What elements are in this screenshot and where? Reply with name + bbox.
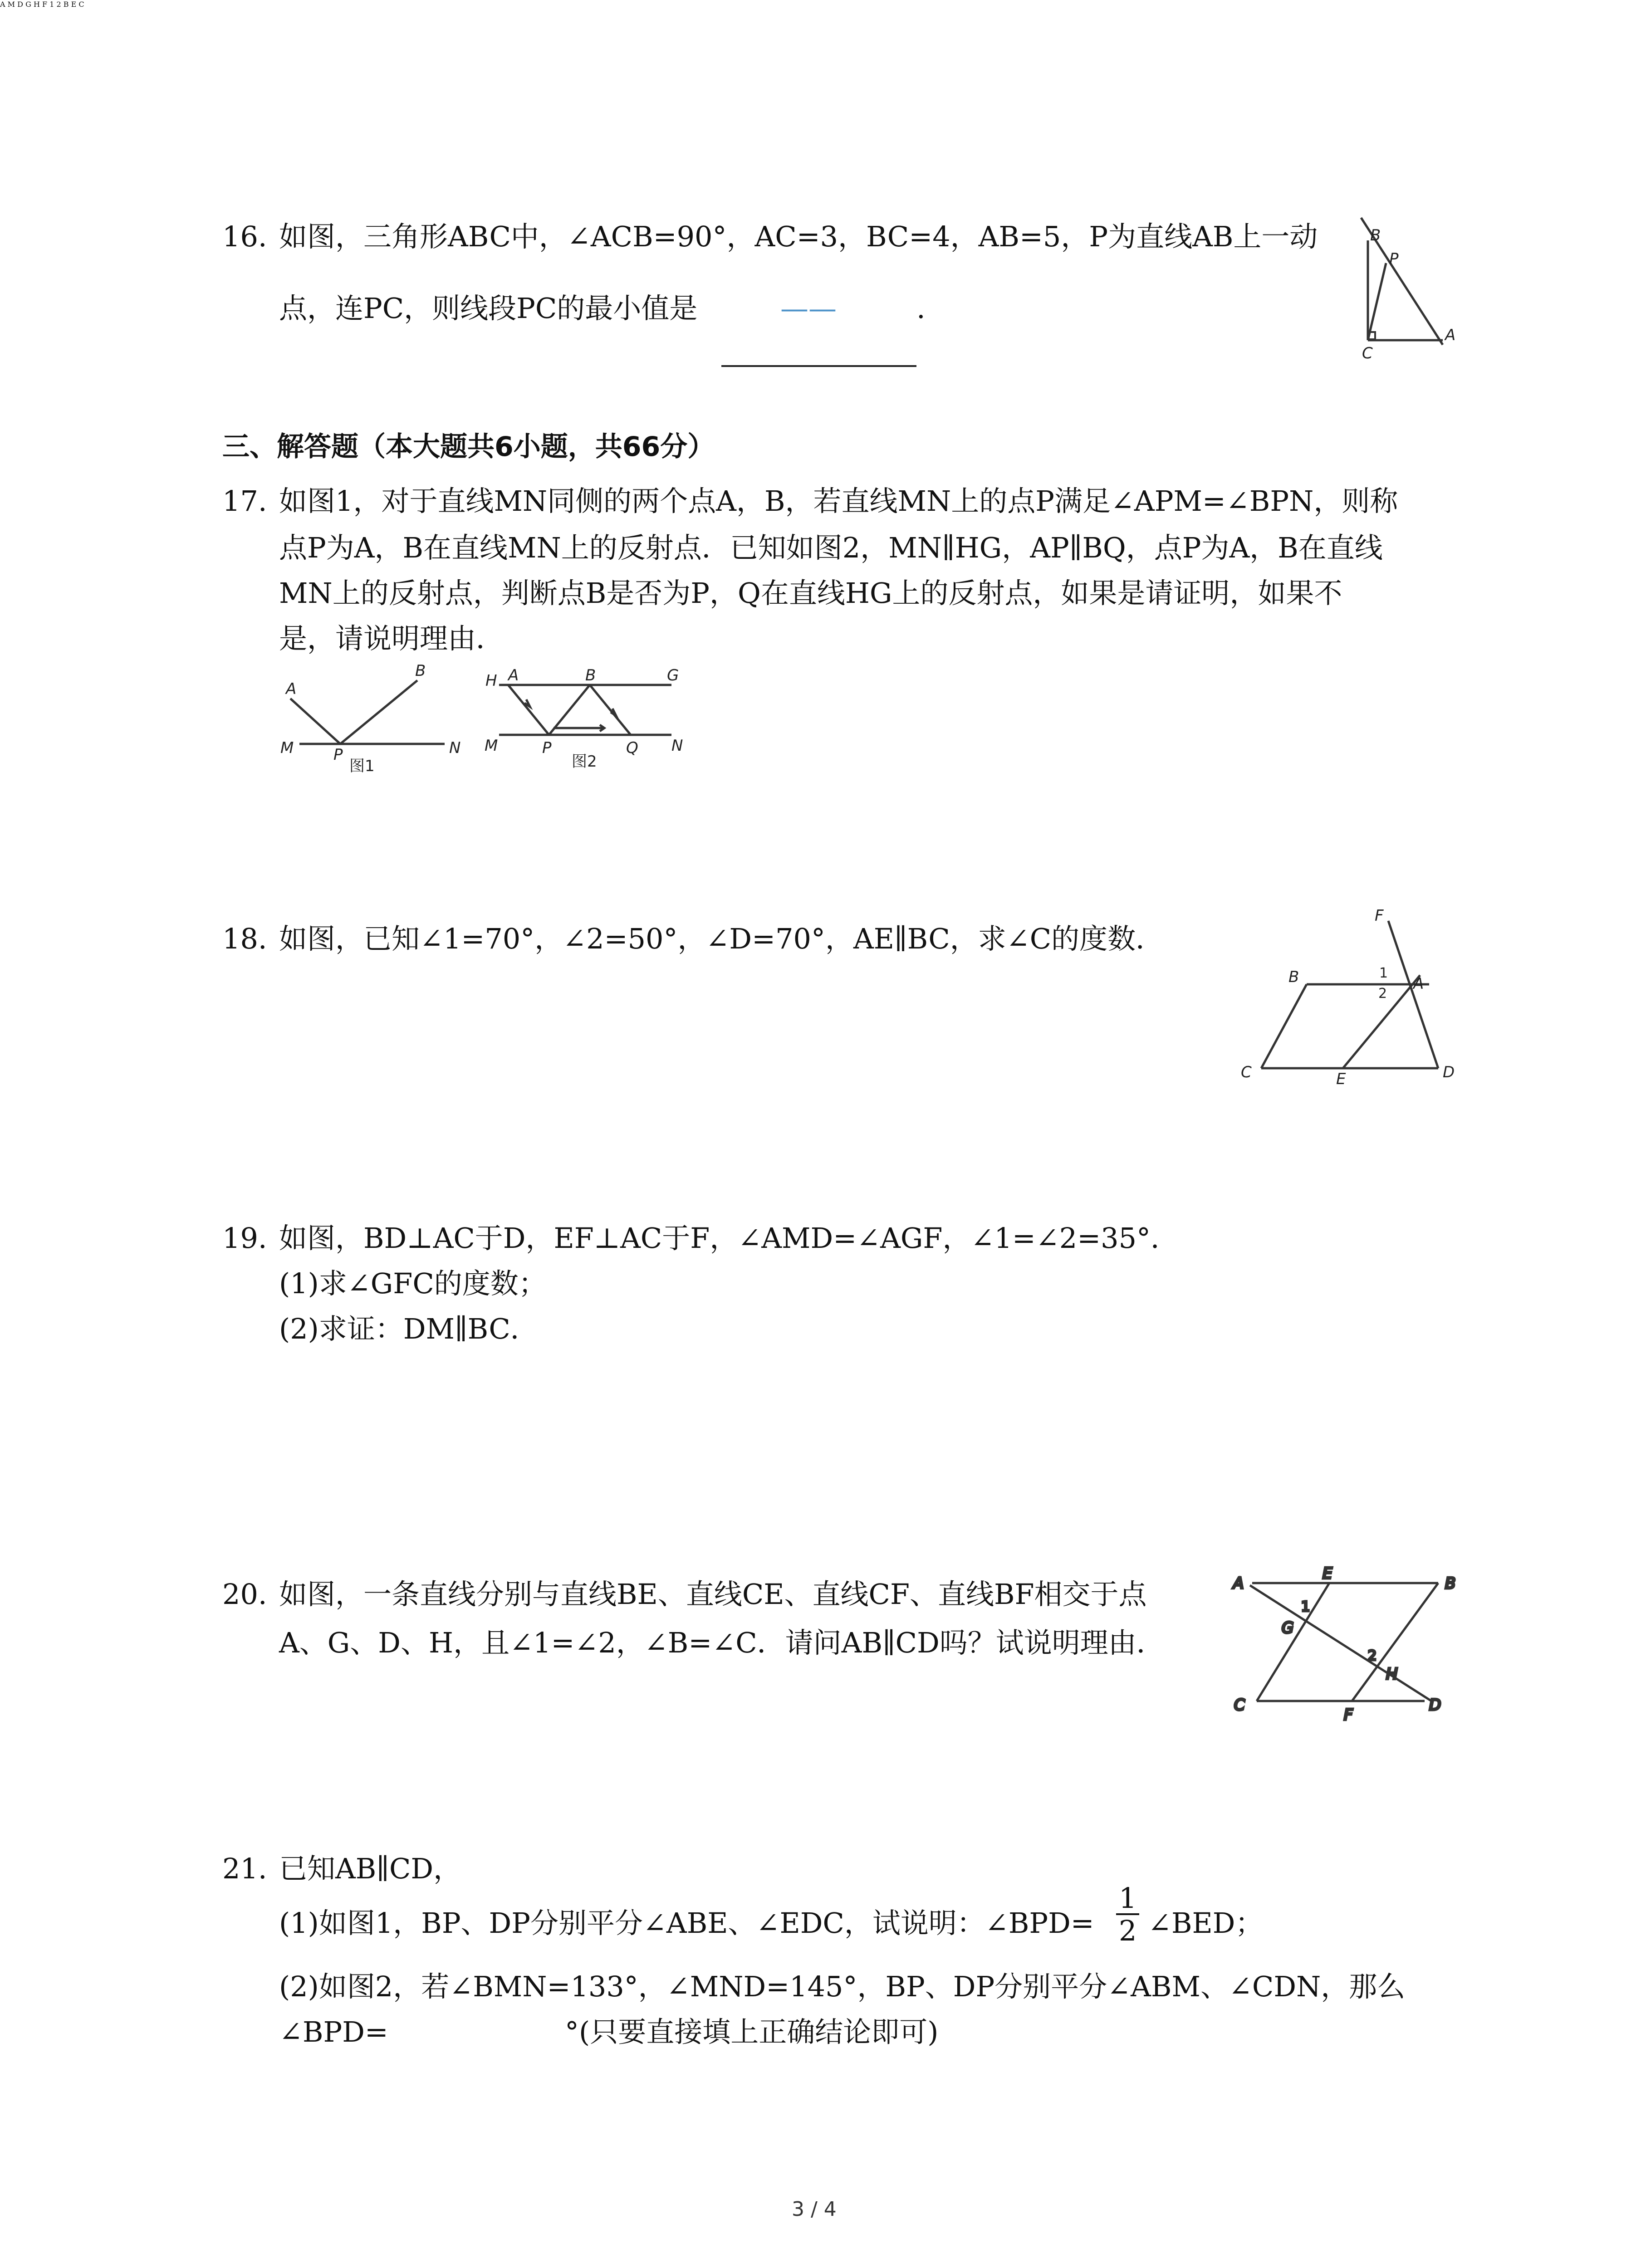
q19-part1: (1)求∠GFC的度数； [279,1267,547,1300]
q16-label-p: P [1389,250,1399,268]
q18-label-angle-2: 2 [1378,986,1387,1002]
q17-fig1-label-b: B [415,662,426,680]
q16-label-b: B [1370,226,1381,244]
q18-label-b: B [1288,968,1299,986]
q17-line1: 如图1，对于直线MN同侧的两个点A，B，若直线MN上的点P满足∠APM=∠BPN，则称 [279,484,1398,518]
q17-fig2-label-q: Q [626,739,638,757]
q16-triangle-figure [1334,213,1479,363]
q17-fig2-caption: 图2 [572,753,597,771]
q16-line1: 如图，三角形ABC中，∠ACB=90°，AC=3，BC=4，AB=5，P为直线AB上一动 [279,220,1318,253]
q17-fig1-label-a: A [286,680,297,698]
q20-figure [1225,1560,1470,1733]
q20-label-g: G [1282,1619,1294,1637]
q17-fig2-segment-ap [508,685,549,735]
q17-line2: 点P为A，B在直线MN上的反射点．已知如图2，MN∥HG，AP∥BQ，点P为A，B在直线 [279,531,1383,564]
q21-part1-b: ∠BED； [1148,1906,1264,1940]
q17-fig1-ray-pa [290,699,340,744]
q20-label-f: F [1344,1706,1353,1724]
q19-label-d: D [17,0,23,9]
q20-line-ec [1257,1583,1329,1701]
q19-number: 19. [222,1222,267,1255]
q16-line2: 点，连PC，则线段PC的最小值是 [279,292,698,325]
q20-number: 20. [222,1578,267,1611]
q20-label-angle-1: 1 [1301,1599,1310,1615]
q17-fig2-label-m: M [485,737,498,755]
q20-label-c: C [1234,1696,1245,1714]
q17-fig1-label-n: N [449,739,461,757]
q20-label-d: D [1429,1696,1441,1714]
q17-fig2-arrow-head-3 [611,709,616,716]
q20-label-e: E [1323,1564,1332,1583]
section-3-heading: 三、解答题（本大题共6小题，共66分） [222,431,715,463]
q21-part1-a: (1)如图1，BP、DP分别平分∠ABE、∠EDC，试说明：∠BPD= [279,1906,1094,1940]
q18-label-a: A [1413,975,1424,993]
q21-fraction-numerator: 1 [1116,1883,1139,1915]
q17-fig2-label-b: B [585,666,596,684]
q17-fig1-caption: 图1 [349,757,375,775]
q20-label-angle-2: 2 [1368,1648,1377,1664]
q18-label-f: F [1375,907,1384,925]
q21-line1: 已知AB∥CD， [279,1852,462,1885]
q19-label-m: M [7,0,15,9]
q17-fig1-label-p: P [333,746,343,764]
q18-line1: 如图，已知∠1=70°，∠2=50°，∠D=70°，AE∥BC，求∠C的度数． [279,922,1164,955]
q18-line-fd [1388,921,1438,1068]
q20-label-h: H [1386,1665,1398,1683]
q19-label-angle-1: 1 [49,0,54,9]
q19-label-c: C [78,0,84,9]
q18-figure [1234,907,1470,1098]
q20-label-a: A [1233,1574,1244,1593]
q20-label-b: B [1445,1574,1456,1593]
q17-figure-2 [481,658,699,780]
q16-number: 16. [222,220,267,253]
q18-label-e: E [1336,1070,1346,1088]
q19-label-e: E [71,0,77,9]
q16-answer-blank[interactable] [721,365,916,367]
q21-fraction-denominator: 2 [1119,1914,1137,1947]
q17-fig2-label-g: G [667,666,679,684]
q21-part2-a: (2)如图2，若∠BMN=133°，∠MND=145°，BP、DP分别平分∠ABM、∠CDN，那么 [279,1970,1406,2003]
q21-fraction-one-half [1116,1883,1139,1947]
q17-figure-1 [272,658,472,780]
q19-part2: (2)求证：DM∥BC． [279,1312,539,1345]
q17-fig1-ray-pb [340,680,417,744]
q20-line2: A、G、D、H，且∠1=∠2，∠B=∠C．请问AB∥CD吗？试说明理由． [279,1626,1165,1659]
q19-line1: 如图，BD⊥AC于D，EF⊥AC于F，∠AMD=∠AGF，∠1=∠2=35°． [279,1222,1179,1255]
q19-label-h: H [33,0,40,9]
q18-label-d: D [1443,1063,1455,1081]
q21-number: 21. [222,1852,267,1885]
q19-figure [1207,1202,1470,1447]
q18-label-c: C [1241,1063,1252,1081]
q20-line1: 如图，一条直线分别与直线BE、直线CE、直线CF、直线BF相交于点 [279,1578,1147,1611]
q17-line4: 是，请说明理由． [279,622,505,655]
q17-line3: MN上的反射点，判断点B是否为P，Q在直线HG上的反射点，如果是请证明，如果不 [279,577,1342,610]
q16-label-a: A [1445,326,1456,344]
q18-line-bc [1261,984,1307,1068]
q17-fig2-label-p: P [542,739,552,757]
q20-line-bf [1352,1583,1438,1701]
q16-end: . [916,292,926,325]
q21-part2-b: ∠BPD= [279,2015,388,2048]
q19-label-angle-2: 2 [56,0,61,9]
q18-label-angle-1: 1 [1379,965,1388,981]
page-number: 3 / 4 [792,2198,837,2221]
q20-transversal-ad [1250,1585,1431,1701]
q19-label-b: B [63,0,69,9]
q17-fig2-label-n: N [671,737,683,755]
q17-fig1-label-m: M [280,739,294,757]
q16-blank-mark: —— [780,292,837,325]
q16-label-c: C [1362,344,1373,362]
q17-fig2-label-h: H [485,672,497,690]
q17-fig2-label-a: A [508,666,519,684]
q17-number: 17. [222,484,267,518]
q21-part2-c: °(只要直接填上正确结论即可) [565,2015,939,2048]
q18-number: 18. [222,922,267,955]
q16-segment-pc [1368,263,1386,340]
q19-label-g: G [25,0,31,9]
q19-label-f: F [42,0,48,9]
q19-label-a: A [0,0,5,9]
